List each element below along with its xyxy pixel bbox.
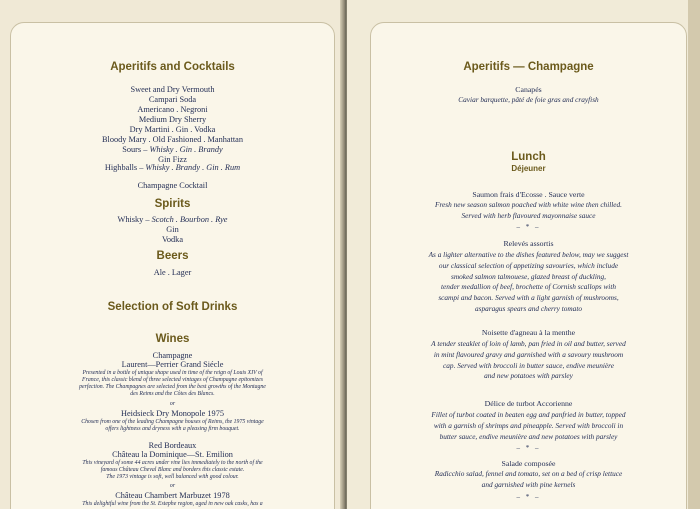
- course-turbot-title: Délice de turbot Accorienne: [484, 399, 573, 408]
- spirits-heading: Spirits: [154, 198, 191, 210]
- list-item: [11, 215, 334, 225]
- right-menu-page: [347, 0, 700, 509]
- course-turbot-description: [371, 410, 686, 442]
- spirits-list: [11, 215, 334, 245]
- course-separator: – * –: [516, 444, 541, 452]
- description-line: with a garnish of shrimps and pineapple. Served with broccoli in: [433, 420, 624, 430]
- description-line: cap. Served with broccoli in butter sauce, endive meunière: [443, 360, 614, 370]
- list-item: Gin: [166, 225, 179, 234]
- dejeuner-subheading: Déjeuner: [511, 164, 546, 173]
- description-line: As a lighter alternative to the dishes featured below, may we suggest: [428, 250, 629, 259]
- description-line: This delightful wine from the St. Estephe region, aged in new oak casks, has a: [82, 501, 263, 507]
- course-releves-title: Relevés assortis: [503, 239, 554, 248]
- course-salad-title: Salade composée: [501, 459, 556, 468]
- description-line: tender medallion of beef, brochette of Cornish scallops with: [440, 282, 617, 292]
- description-line: des Reims and the Côtes des Blancs.: [130, 391, 215, 397]
- description-line: Fillet of turbot coated in beaten egg and panfried in butter, topped: [431, 410, 626, 419]
- description-line: Radicchio salad, fennel and tomato, set on a bed of crisp lettuce: [434, 469, 623, 478]
- list-item: Americano . Negroni: [137, 105, 208, 114]
- chambert-description: [11, 501, 334, 508]
- red-bordeaux-label: Red Bordeaux: [148, 441, 197, 450]
- highballs-items: Whisky . Brandy . Gin . Rum: [145, 163, 241, 172]
- description-line: The 1973 vintage is soft, well balanced with good colour.: [106, 474, 239, 480]
- description-line: scampi and bacon. Served with a light garnish of mushrooms,: [438, 293, 619, 303]
- list-item: Campari Soda: [148, 95, 197, 104]
- description-line: A tender steaklet of loin of lamb, pan fried in oil and butter, served: [431, 339, 626, 348]
- course-releves-description: [371, 250, 686, 315]
- list-item: Sweet and Dry Vermouth: [130, 85, 215, 94]
- description-line: famous Château Cheval Blanc and borders this classic estate.: [100, 467, 245, 473]
- lunch-heading: Lunch: [511, 151, 546, 163]
- soft-drinks-heading: Selection of Soft Drinks: [107, 301, 238, 313]
- description-line: and garnished with pine kernels: [481, 479, 576, 489]
- description-line: perfection. The Champagnes are selected from the best growths of the Montagne: [79, 384, 266, 390]
- beers-heading: Beers: [156, 250, 189, 262]
- champagne-label: Champagne: [152, 351, 193, 360]
- aperitifs-cocktails-heading: Aperitifs and Cocktails: [110, 61, 235, 73]
- sours-prefix: Sours –: [122, 145, 150, 154]
- red-bordeaux-description: [11, 460, 334, 481]
- description-line: Fresh new season salmon poached with white wine then chilled.: [435, 200, 622, 209]
- description-line: and new potatoes with parsley: [484, 371, 573, 381]
- list-item: Gin Fizz: [158, 155, 187, 164]
- list-item: Dry Martini . Gin . Vodka: [129, 125, 216, 134]
- canapes-title: Canapés: [515, 85, 542, 94]
- aperitifs-champagne-heading: Aperitifs — Champagne: [463, 61, 594, 73]
- heidsieck-name: Heidsieck Dry Monopole 1975: [120, 409, 224, 418]
- or-separator: or: [169, 483, 176, 489]
- champagne-name: Laurent—Perrier Grand Siécle: [121, 360, 224, 369]
- aperitif-list: [11, 85, 334, 165]
- course-salmon-description: [371, 200, 686, 222]
- description-line: butter sauce, endive meunière and new potatoes with parsley: [439, 431, 618, 441]
- champagne-cocktail: Champagne Cocktail: [137, 181, 208, 190]
- highballs-line: [11, 163, 334, 173]
- wines-heading: Wines: [155, 333, 190, 345]
- heidsieck-description: [11, 419, 334, 433]
- course-separator: – * –: [516, 493, 541, 501]
- list-item: [11, 145, 334, 155]
- description-line: asparagus spears and cherry tomato: [474, 303, 583, 313]
- champagne-description: [11, 370, 334, 398]
- highballs-prefix: Highballs –: [104, 163, 146, 172]
- chambert-name: Château Chambert Marbuzet 1978: [115, 491, 230, 500]
- description-line: offers lightness and dryness with a pleasing firm bouquet.: [105, 426, 240, 432]
- description-line: This vineyard of some 44 acres under vine lies immediately to the north of the: [82, 460, 263, 466]
- description-line: smoked salmon talmouese, glazed breast of duckling,: [451, 271, 606, 281]
- whisky-items: Scotch . Bourbon . Rye: [151, 215, 228, 224]
- description-line: our classical selection of appetizing savouries, which include: [438, 260, 619, 270]
- description-line: Presented in a bottle of unique shape used in time of the reign of Louis XIV of: [82, 370, 263, 376]
- right-menu-panel: [370, 22, 687, 509]
- description-line: Chosen from one of the leading Champagne houses of Reims, the 1975 vintage: [81, 419, 264, 425]
- course-lamb-title: Noisette d'agneau à la menthe: [481, 328, 576, 337]
- description-line: in mint flavoured gravy and garnished with a savoury mushroom: [433, 349, 624, 359]
- beers-line: Ale . Lager: [153, 268, 192, 277]
- list-item: Medium Dry Sherry: [138, 115, 207, 124]
- description-line: France, this classic blend of three selected vintages of Champagne epitomizes: [82, 377, 263, 383]
- sours-items: Whisky . Gin . Brandy: [149, 145, 223, 154]
- description-line: Served with herb flavoured mayonnaise sauce: [461, 210, 596, 220]
- whisky-prefix: Whisky –: [117, 215, 152, 224]
- list-item: Bloody Mary . Old Fashioned . Manhattan: [101, 135, 244, 144]
- course-salmon-title: Saumon frais d'Ecosse . Sauce verte: [472, 190, 585, 199]
- course-separator: – * –: [516, 223, 541, 231]
- course-salad-description: [371, 469, 686, 491]
- red-bordeaux-name: Château la Dominique—St. Emilion: [112, 450, 233, 459]
- list-item: Vodka: [161, 235, 184, 244]
- course-lamb-description: [371, 339, 686, 382]
- canapes-description: Caviar barquette, pâté de foie gras and crayfish: [458, 95, 599, 104]
- page-edge: [688, 0, 700, 509]
- left-menu-panel: [10, 22, 335, 509]
- or-separator: or: [169, 401, 176, 407]
- left-menu-page: [0, 0, 343, 509]
